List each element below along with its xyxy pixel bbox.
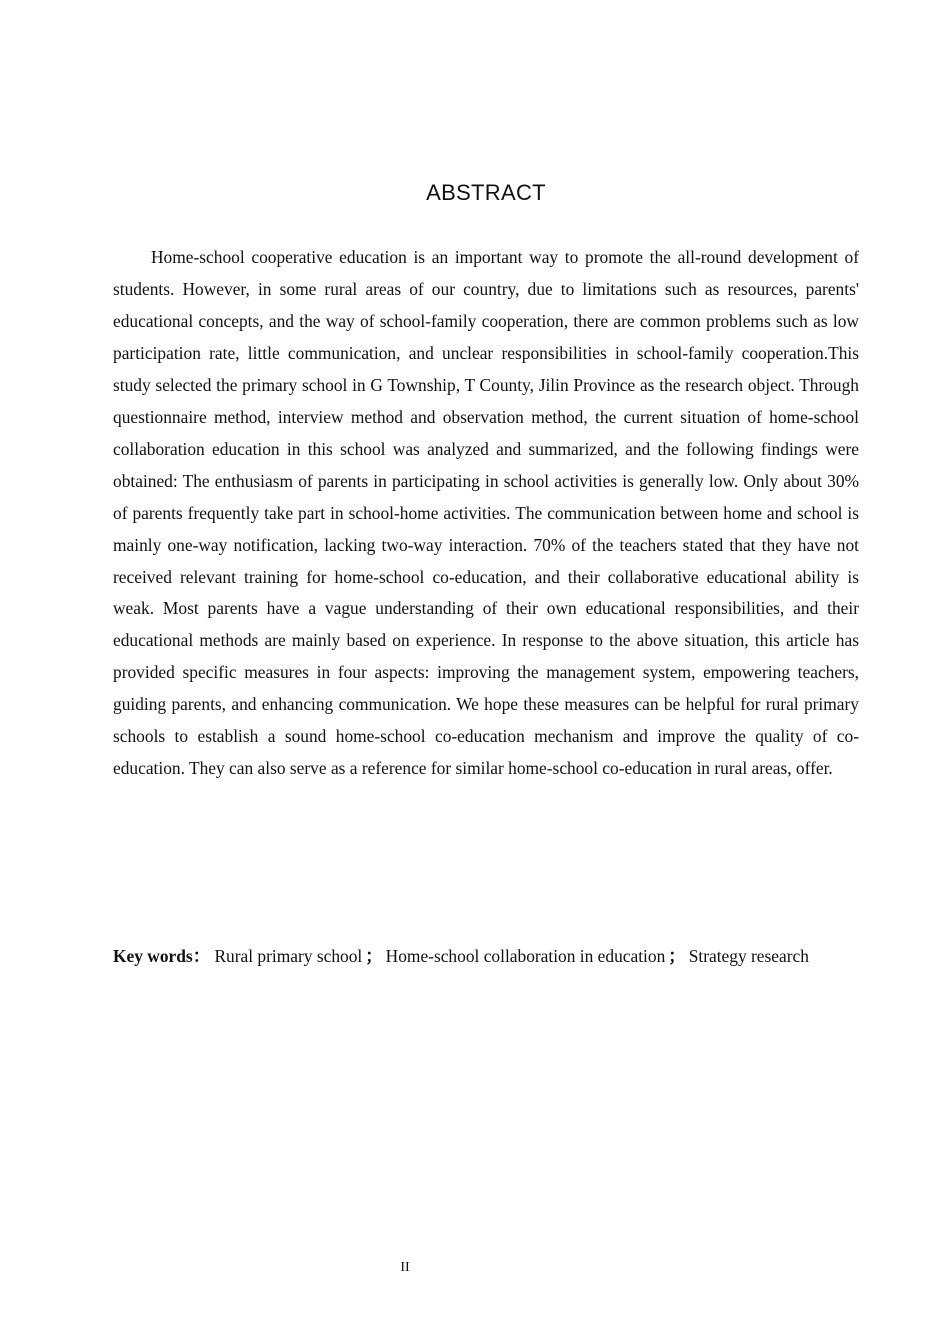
keyword-item: Rural primary school xyxy=(214,946,363,966)
keyword-separator: ； xyxy=(668,946,686,966)
keywords-label: Key words： xyxy=(113,946,211,966)
keyword-item: Strategy research xyxy=(688,946,809,966)
keyword-item: Home-school collaboration in education xyxy=(385,946,666,966)
keywords-line xyxy=(113,941,859,972)
abstract-title: ABSTRACT xyxy=(426,180,546,205)
keyword-separator: ； xyxy=(365,946,383,966)
abstract-body: Home-school cooperative education is an important way to promote the all-round development of students. However, in some rural areas of our country, due to limitations such as resources, parents' educational concepts, and the way of school-family cooperation, there are common problems such as low participation rate, little communication, and unclear responsibilities in school-family cooperation.This study selected the primary school in G Township, T County, Jilin Province as the research object. Through questionnaire method, interview method and observation method, the current situation of home-school collaboration education in this school was analyzed and summarized, and the following findings were obtained: The enthusiasm of parents in participating in school activities is generally low. Only about 30% of parents frequently take part in school-home activities. The communication between home and school is mainly one-way notification, lacking two-way interaction. 70% of the teachers stated that they have not received relevant training for home-school co-education, and their collaborative educational ability is weak. Most parents have a vague understanding of their own educational responsibilities, and their educational methods are mainly based on experience. In response to the above situation, this article has provided specific measures in four aspects: improving the management system, empowering teachers, guiding parents, and enhancing communication. We hope these measures can be helpful for rural primary schools to establish a sound home-school co-education mechanism and improve the quality of co-education. They can also serve as a reference for similar home-school co-education in rural areas, offer. xyxy=(113,247,859,779)
page-number: II xyxy=(400,1260,410,1275)
